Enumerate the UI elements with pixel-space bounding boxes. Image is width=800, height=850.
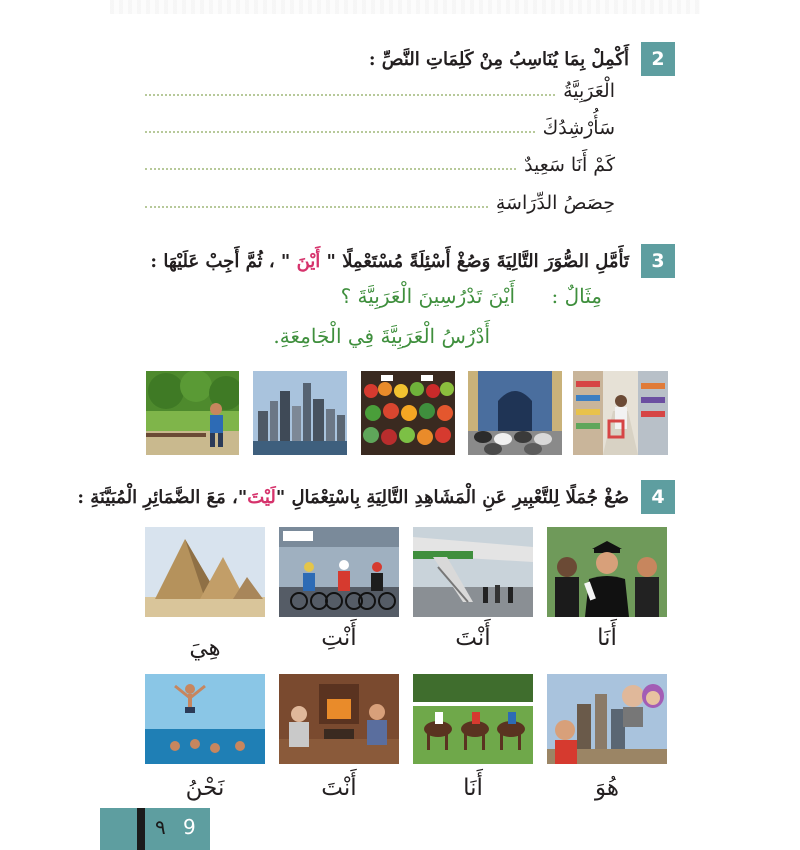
- exercise-number-badge: 4: [641, 480, 675, 514]
- instruction-text: تَأَمَّلِ الصُّوَرَ التَّالِيَةَ وَصُغْ أَسْئِلَةً مُسْتَعْمِلًا ": [320, 250, 629, 272]
- living-room-image: [279, 674, 399, 764]
- page-number-arabic: ٩: [155, 815, 166, 839]
- example-answer: أَدْرُسُ الْعَرَبِيَّةَ فِي الْجَامِعَةِ.: [273, 324, 490, 348]
- park-image: [146, 371, 239, 455]
- pronoun-caption: أَنَا: [463, 775, 483, 801]
- dotted-answer-line[interactable]: [145, 131, 535, 133]
- completion-line[interactable]: [145, 192, 615, 214]
- example-question: أَيْنَ تَدْرُسِينَ الْعَرَبِيَّةَ ؟: [340, 284, 515, 308]
- keyword-highlight: أَيْنَ: [296, 250, 321, 272]
- dotted-answer-line[interactable]: [145, 94, 555, 96]
- line-prompt: كَمْ أَنَا سَعِيدٌ: [524, 154, 615, 176]
- example-label: مِثَالٌ :: [551, 284, 602, 308]
- family-city-image: [547, 674, 667, 764]
- pronoun-caption: نَحْنُ: [185, 775, 225, 801]
- instruction-text: " ، ثُمَّ أَجِبْ عَلَيْهَا :: [150, 250, 297, 272]
- dotted-answer-line[interactable]: [145, 206, 488, 208]
- exercise-instruction: أَكْمِلْ بِمَا يُنَاسِبُ مِنْ كَلِمَاتِ النَّصِّ :: [368, 48, 629, 70]
- pronoun-caption: أَنْتَ: [455, 625, 491, 651]
- instruction-text: "، مَعَ الضَّمَائِرِ الْمُبَيَّنَةِ :: [77, 486, 248, 508]
- exercise-number-badge: 3: [641, 244, 675, 278]
- top-ruled-strip: [110, 0, 700, 14]
- page-number-divider: [137, 808, 145, 850]
- exercise-instruction: [150, 251, 629, 272]
- exercise-number-badge: 2: [641, 42, 675, 76]
- exercise-2-header: [369, 42, 675, 76]
- keyword-highlight: لَيْتَ: [247, 486, 276, 508]
- completion-line[interactable]: [145, 117, 615, 139]
- line-prompt: سَأُرْشِدُكَ: [542, 117, 615, 139]
- market-image: [361, 371, 455, 455]
- airplane-image: [413, 527, 533, 617]
- pronoun-caption: هُوَ: [594, 775, 619, 801]
- pronoun-caption: أَنْتَ: [321, 775, 357, 801]
- line-prompt: حِصَصُ الدِّرَاسَةِ: [495, 192, 615, 214]
- completion-line[interactable]: [145, 154, 615, 176]
- horse-race-image: [413, 674, 533, 764]
- dotted-answer-line[interactable]: [145, 168, 516, 170]
- page-number-latin: 9: [183, 815, 196, 839]
- completion-line[interactable]: [145, 80, 615, 102]
- supermarket-image: [573, 371, 668, 455]
- beach-jump-image: [145, 674, 265, 764]
- pyramids-image: [145, 527, 265, 617]
- exercise-4-header: [77, 480, 675, 514]
- line-prompt: الْعَرَبِيَّةُ: [563, 80, 615, 102]
- graduate-image: [547, 527, 667, 617]
- pronoun-caption: هِيَ: [189, 635, 221, 661]
- exercise-3-header: [150, 244, 675, 278]
- pronoun-caption: أَنْتِ: [321, 625, 357, 651]
- mosque-image: [468, 371, 562, 455]
- exercise-instruction: [77, 487, 629, 508]
- city-image: [253, 371, 347, 455]
- instruction-text: صُغْ جُمَلًا لِلتَّعْبِيرِ عَنِ الْمَشَاهِدِ التَّالِيَةِ بِاسْتِعْمَالِ ": [275, 486, 629, 508]
- cycling-race-image: [279, 527, 399, 617]
- pronoun-caption: أَنَا: [597, 625, 617, 651]
